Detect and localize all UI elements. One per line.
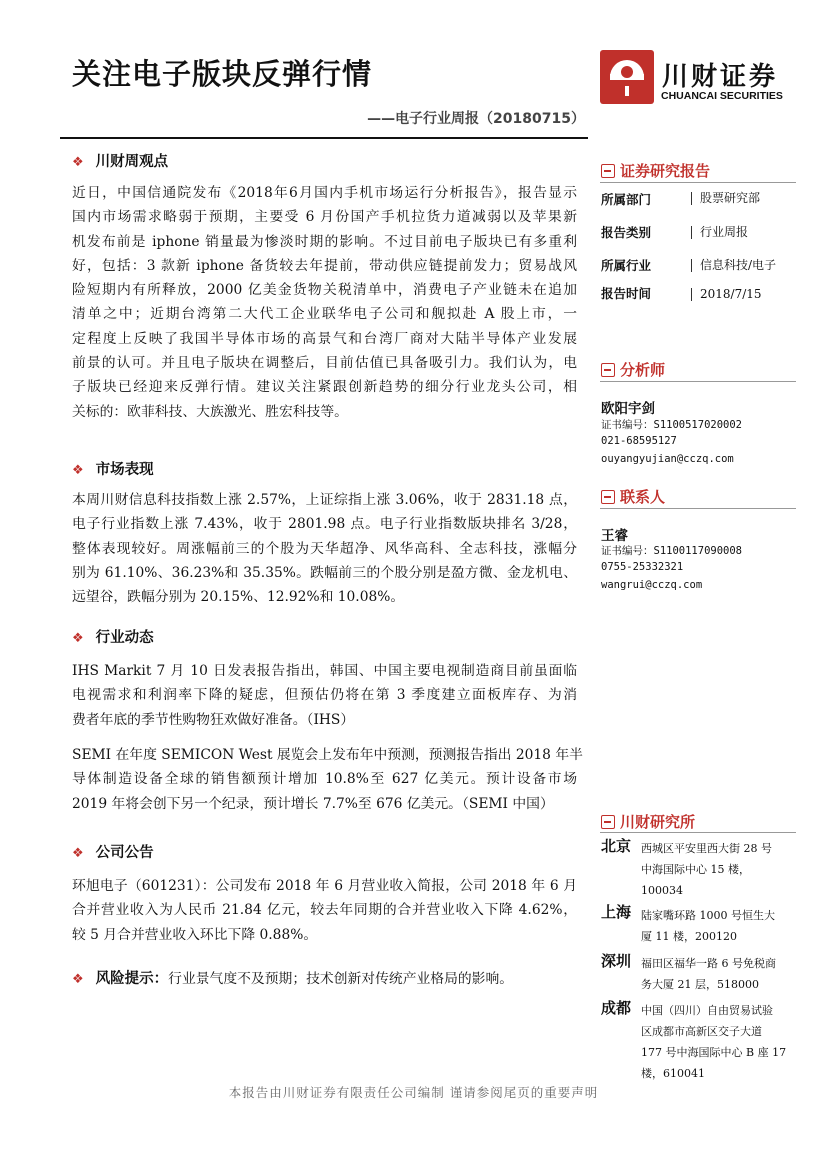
office-address: 中国（四川）自由贸易试验 区成都市高新区交子大道 177 号中海国际中心 B 座 17 楼，610041	[641, 1004, 787, 1080]
report-subtitle: ——电子行业周报（20180715）	[367, 111, 585, 127]
sidebar-heading-institute: 川财研究所	[601, 811, 695, 832]
text-line: 别为 61.10%、36.23%和 35.35%。跌幅前三的个股分别是盈方微、金龙机电、	[72, 564, 577, 581]
text-line: 远望谷，跌幅分别为 20.15%、12.92%和 10.08%。	[72, 589, 405, 606]
office-city: 深圳	[601, 952, 632, 970]
office-city: 北京	[601, 837, 632, 855]
sidebar-divider	[600, 832, 796, 833]
info-value-date: 2018/7/15	[691, 288, 762, 301]
diamond-bullet-icon: ❖	[72, 463, 84, 478]
diamond-bullet-icon: ❖	[72, 972, 84, 987]
sidebar-heading-contact: 联系人	[601, 486, 665, 507]
text-line: 2019 年将会创下另一个纪录，预计增长 7.7%至 676 亿美元。（SEMI 中国）	[72, 795, 554, 812]
text-line: 好，包括：3 款新 iphone 备货较去年提前，带动供应链提前发力；贸易战风	[72, 257, 577, 274]
header-divider	[60, 137, 588, 139]
analyst-cert: 证书编号：S1100517020002	[601, 419, 743, 431]
text-line: 清单之中；近期台湾第二大代工企业联华电子公司和舰拟赴 A 股上市，一	[72, 306, 577, 323]
industry-paragraph-2	[72, 743, 583, 816]
page-footer: 本报告由川财证券有限责任公司编制 谨请参阅尾页的重要声明	[228, 1085, 599, 1100]
text-line: 前景的认可。并且电子版块在调整后，目前估值已具备吸引力。我们认为，电	[72, 355, 577, 372]
sidebar-divider	[600, 182, 796, 183]
analyst-phone: 021-68595127	[601, 435, 677, 447]
diamond-bullet-icon: ❖	[72, 155, 84, 170]
text-line: 环旭电子（601231）：公司发布 2018 年 6 月营业收入简报，公司 2018 年 6 月	[72, 878, 577, 894]
contact-name: 王睿	[601, 528, 628, 544]
contact-email[interactable]: wangrui@cczq.com	[601, 579, 703, 591]
section-heading-company: ❖ 公司公告	[72, 845, 154, 861]
diamond-bullet-icon: ❖	[72, 631, 84, 646]
section-heading-market: ❖ 市场表现	[72, 462, 154, 478]
office-address: 西城区平安里西大街 28 号 中海国际中心 15 楼， 100034	[641, 842, 772, 897]
sidebar-divider	[600, 508, 796, 509]
text-line: 费者年底的季节性购物狂欢做好准备。（IHS）	[72, 711, 355, 728]
text-line: 合并营业收入为人民币 21.84 亿元，较去年同期的合并营业收入下降 4.62%，	[72, 902, 577, 919]
text-line: SEMI 在年度 SEMICON West 展览会上发布年中预测，预测报告指出 2018 年半	[72, 747, 583, 763]
section-heading-view: ❖ 川财周观点	[72, 154, 169, 170]
info-label-department: 所属部门	[601, 192, 652, 207]
logo-text-cn: 川财证券	[662, 62, 779, 92]
text-line: 子版块已经迎来反弹行情。建议关注紧跟创新趋势的细分行业龙头公司，相	[72, 379, 577, 396]
text-line: 导体制造设备全球的销售额预计增加 10.8%至 627 亿美元。预计设备市场	[72, 771, 577, 788]
text-line: 近日，中国信通院发布《2018年6月国内手机市场运行分析报告》，报告显示	[72, 185, 577, 201]
office-city: 上海	[601, 903, 632, 921]
industry-paragraph-1	[72, 659, 577, 732]
company-paragraph	[72, 874, 577, 947]
analyst-email[interactable]: ouyangyujian@cczq.com	[601, 453, 734, 465]
text-line: 国内市场需求略弱于预期，主要受 6 月份国产手机拉货力道减弱以及苹果新	[72, 209, 577, 226]
info-label-category: 报告类别	[601, 225, 652, 240]
contact-cert: 证书编号：S1100117090008	[601, 545, 743, 557]
office-address: 陆家嘴环路 1000 号恒生大 厦 11 楼，200120	[641, 909, 775, 943]
diamond-bullet-icon: ❖	[72, 846, 84, 861]
text-line: IHS Markit 7 月 10 日发表报告指出，韩国、中国主要电视制造商目前虽面临	[72, 663, 577, 679]
text-line: 机发布前是 iphone 销量最为惨淡时期的影响。不过目前电子版块已有多重利	[72, 233, 577, 250]
info-value-department: 股票研究部	[691, 192, 760, 205]
office-address: 福田区福华一路 6 号免税商 务大厦 21 层，518000	[641, 957, 776, 991]
text-line: 本周川财信息科技指数上涨 2.57%，上证综指上涨 3.06%，收于 2831.18 点，	[72, 492, 577, 508]
page-title: 关注电子版块反弹行情	[72, 57, 373, 91]
text-line: 较 5 月合并营业收入环比下降 0.88%。	[72, 926, 318, 943]
risk-text: 行业景气度不及预期；技术创新对传统产业格局的影响。	[168, 971, 514, 987]
analyst-icon	[601, 363, 615, 377]
info-value-industry: 信息科技/电子	[691, 259, 776, 272]
contact-phone: 0755-25332321	[601, 561, 684, 573]
logo-text-en: CHUANCAI SECURITIES	[661, 90, 783, 102]
info-value-category: 行业周报	[691, 226, 748, 239]
sidebar-divider	[600, 381, 796, 382]
risk-heading: 风险提示：	[95, 971, 169, 987]
text-line: 定程度上反映了我国半导体市场的高景气和台湾厂商对大陆半导体产业发展	[72, 330, 577, 347]
info-label-date: 报告时间	[601, 286, 652, 301]
contact-icon	[601, 490, 615, 504]
text-line: 关标的：欧菲科技、大族激光、胜宏科技等。	[72, 403, 348, 420]
sidebar-heading-analyst: 分析师	[601, 359, 665, 380]
risk-warning	[72, 967, 513, 988]
view-paragraph	[72, 181, 577, 424]
office-city: 成都	[601, 999, 632, 1017]
text-line: 整体表现较好。周涨幅前三的个股为天华超净、风华高科、全志科技，涨幅分	[72, 540, 577, 557]
text-line: 电子行业指数上涨 7.43%，收于 2801.98 点。电子行业指数版块排名 3/28，	[72, 516, 577, 533]
text-line: 电视需求和利润率下降的疑虑，但预估仍将在第 3 季度建立面板库存、为消	[72, 687, 577, 704]
report-icon	[601, 164, 615, 178]
section-heading-industry: ❖ 行业动态	[72, 630, 154, 646]
info-label-industry: 所属行业	[601, 258, 652, 273]
market-paragraph	[72, 488, 577, 609]
analyst-name: 欧阳宇剑	[601, 401, 655, 417]
sidebar-heading-report: 证券研究报告	[601, 160, 710, 181]
text-line: 险短期内有所释放，2000 亿美金货物关税清单中，消费电子产业链未在追加	[72, 282, 577, 299]
institute-icon	[601, 815, 615, 829]
